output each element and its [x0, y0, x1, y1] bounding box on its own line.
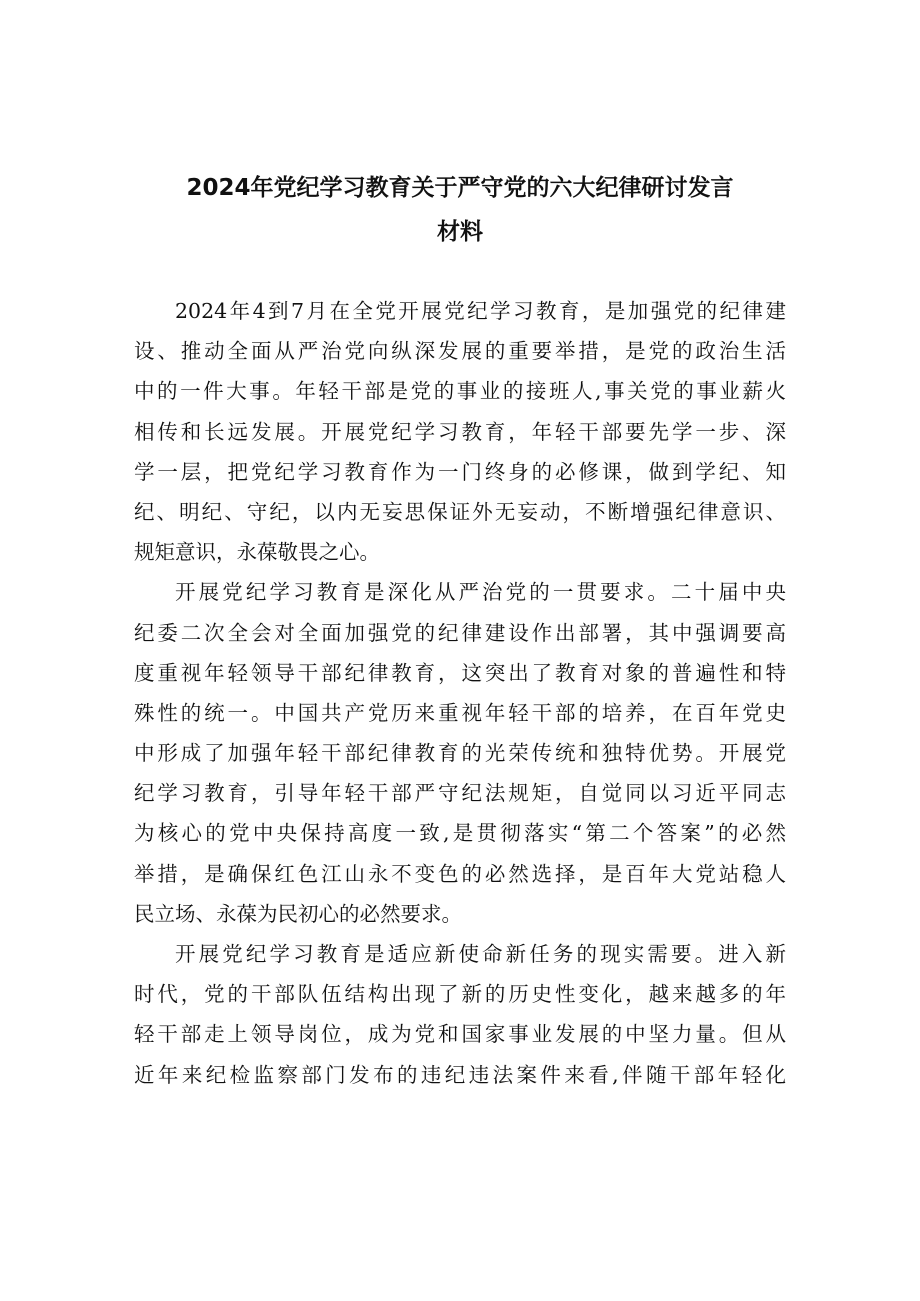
- text-line: 规矩意识，永葆敬畏之心。: [134, 540, 380, 565]
- text-line: 举措，是确保红色江山永不变色的必然选择，是百年大党站稳人: [134, 861, 786, 886]
- text-line: 开展党纪学习教育是深化从严治党的一贯要求。二十届中央: [175, 580, 786, 605]
- paragraph-1: [134, 291, 786, 572]
- text-line: 2024年4到7月在全党开展党纪学习教育，是加强党的纪律建: [175, 299, 786, 323]
- document-title: [130, 166, 790, 254]
- paragraph-2: [134, 572, 786, 934]
- text-line: 纪委二次全会对全面加强党的纪律建设作出部署，其中强调要高: [134, 620, 786, 645]
- document-body: [134, 291, 786, 1095]
- text-line: 中的一件大事。年轻干部是党的事业的接班人,事关党的事业薪火: [134, 379, 786, 404]
- title-line-1: 2024年党纪学习教育关于严守党的六大纪律研讨发言: [186, 175, 734, 201]
- text-line: 时代，党的干部队伍结构出现了新的历史性变化，越来越多的年: [134, 982, 786, 1007]
- paragraph-3: [134, 934, 786, 1095]
- text-line: 殊性的统一。中国共产党历来重视年轻干部的培养，在百年党史: [134, 700, 786, 725]
- text-line: 纪、明纪、守纪，以内无妄思保证外无妄动，不断增强纪律意识、: [134, 499, 786, 524]
- title-line-2: 材料: [437, 219, 483, 245]
- text-line: 设、推动全面从严治党向纵深发展的重要举措，是党的政治生活: [134, 339, 786, 364]
- text-line: 学一层，把党纪学习教育作为一门终身的必修课，做到学纪、知: [134, 459, 786, 484]
- text-line: 轻干部走上领导岗位，成为党和国家事业发展的中坚力量。但从: [134, 1022, 786, 1047]
- text-line: 相传和长远发展。开展党纪学习教育，年轻干部要先学一步、深: [134, 419, 786, 444]
- text-line: 开展党纪学习教育是适应新使命新任务的现实需要。进入新: [175, 942, 786, 966]
- text-line: 民立场、永葆为民初心的必然要求。: [134, 901, 462, 926]
- text-line: 纪学习教育，引导年轻干部严守纪法规矩，自觉同以习近平同志: [134, 781, 786, 806]
- text-line: 为核心的党中央保持高度一致,是贯彻落实“第二个答案”的必然: [134, 821, 786, 846]
- text-line: 中形成了加强年轻干部纪律教育的光荣传统和独特优势。开展党: [134, 741, 786, 766]
- text-line: 近年来纪检监察部门发布的违纪违法案件来看,伴随干部年轻化: [134, 1062, 786, 1087]
- text-line: 度重视年轻领导干部纪律教育，这突出了教育对象的普遍性和特: [134, 660, 786, 685]
